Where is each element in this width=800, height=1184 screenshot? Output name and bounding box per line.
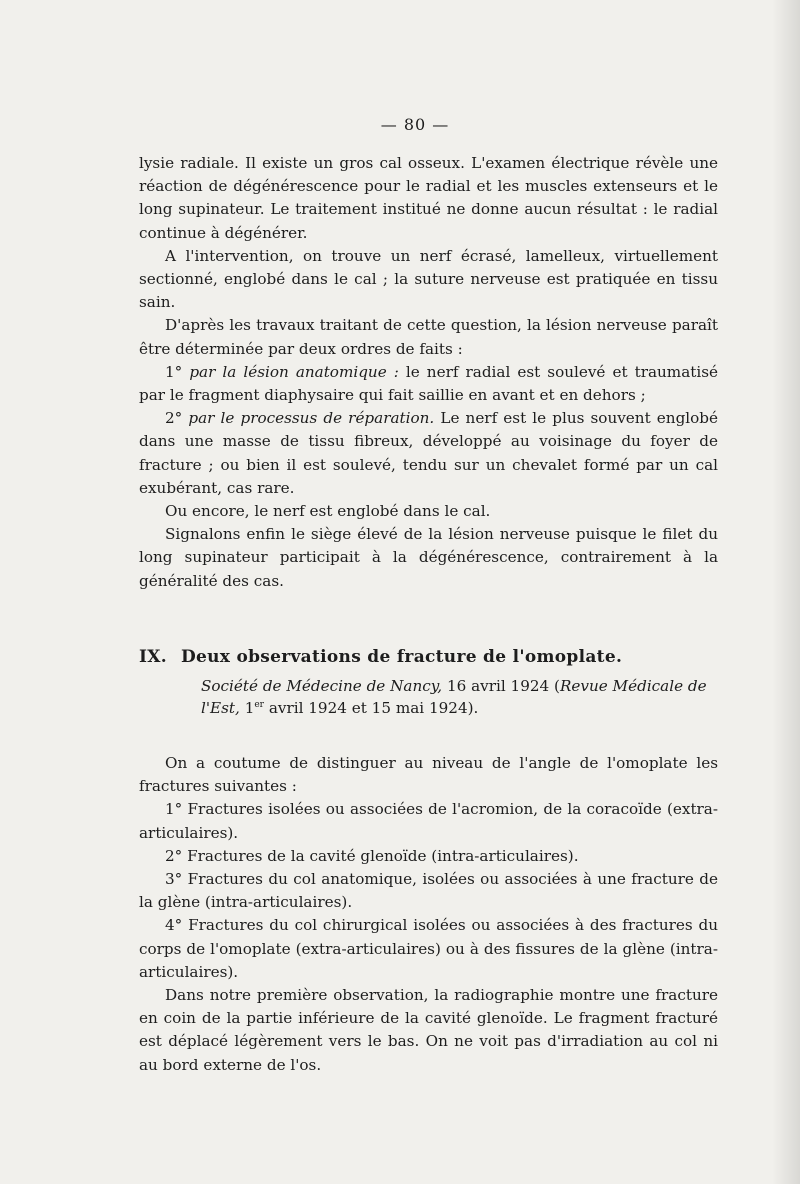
item-label: par la lésion anatomique :: [189, 362, 399, 381]
list-item: [139, 361, 718, 407]
source-superscript: er: [254, 700, 264, 710]
intro-text-block: [139, 152, 718, 593]
list-item: 2° Fractures de la cavité glenoïde (intra-articulaires).: [165, 846, 579, 865]
source-date: 16 avril 1924 (: [446, 677, 560, 695]
item-number: 1°: [165, 362, 183, 381]
section-header: [139, 645, 718, 719]
list-item: 1° Fractures isolées ou associées de l'acromion, de la coracoïde (extra-articulaires).: [139, 800, 718, 842]
source-citation: [139, 675, 718, 719]
paragraph: A l'intervention, on trouve un nerf écrasé, lamelleux, virtuellement sectionné, englobé dans le cal ; la suture nerveuse est pratiquée en tissu sain.: [139, 246, 718, 312]
source-journal: Revue Médicale de l'Est,: [201, 677, 707, 717]
paragraph: D'après les travaux traitant de cette question, la lésion nerveuse paraît être déterminée par deux ordres de faits :: [139, 316, 718, 358]
item-label: par le processus de réparation.: [188, 409, 435, 428]
list-item: [139, 407, 718, 500]
source-rest: avril 1924 et 15 mai 1924).: [268, 699, 479, 717]
item-text: le nerf radial est soulevé et traumatisé par le fragment diaphysaire qui fait saillie en avant et en dehors ;: [139, 362, 719, 405]
page-number: — 80 —: [380, 115, 450, 134]
list-item: 3° Fractures du col anatomique, isolées ou associées à une fracture de la glène (intra-articulaires).: [139, 870, 718, 912]
paragraph: Dans notre première observation, la radiographie montre une fracture en coin de la partie inférieure de la cavité glenoïde. Le fragment fracturé est déplacé légèrement vers le bas. On ne voit pas d'irradiation au col ni au bord externe de l'os.: [139, 986, 718, 1074]
page-edge-shadow: [772, 0, 800, 1184]
list-item: 4° Fractures du col chirurgical isolées ou associées à des fractures du corps de l'omoplate (extra-articulaires) ou à des fissures de la glène (intra-articulaires).: [139, 916, 718, 981]
body-text-block: [139, 752, 718, 1077]
paragraph: Ou encore, le nerf est englobé dans le cal.: [165, 502, 491, 521]
paragraph: lysie radiale. Il existe un gros cal osseux. L'examen électrique révèle une réaction de dégénérescence pour le radial et les muscles extenseurs et le long supinateur. Le traitement institué ne donne aucun résultat : le radial continue à dégénérer.: [139, 154, 718, 242]
item-number: 2°: [165, 409, 183, 428]
section-title: [139, 645, 718, 669]
section-title-text: Deux observations de fracture de l'omoplate.: [180, 647, 623, 667]
section-number: IX.: [139, 647, 167, 667]
paragraph: Signalons enfin le siège élevé de la lésion nerveuse puisque le filet du long supinateur participait à la dégénérescence, contrairement à la généralité des cas.: [139, 525, 718, 590]
source-day: 1: [244, 699, 255, 717]
paragraph: On a coutume de distinguer au niveau de l'angle de l'omoplate les fractures suivantes :: [139, 754, 718, 796]
item-text: Le nerf est le plus souvent englobé dans une masse de tissu fibreux, développé au voisinage du foyer de fracture ; ou bien il est soulevé, tendu sur un chevalet formé par un cal exubérant, cas rare.: [139, 409, 718, 497]
source-society: Société de Médecine de Nancy,: [201, 677, 443, 695]
